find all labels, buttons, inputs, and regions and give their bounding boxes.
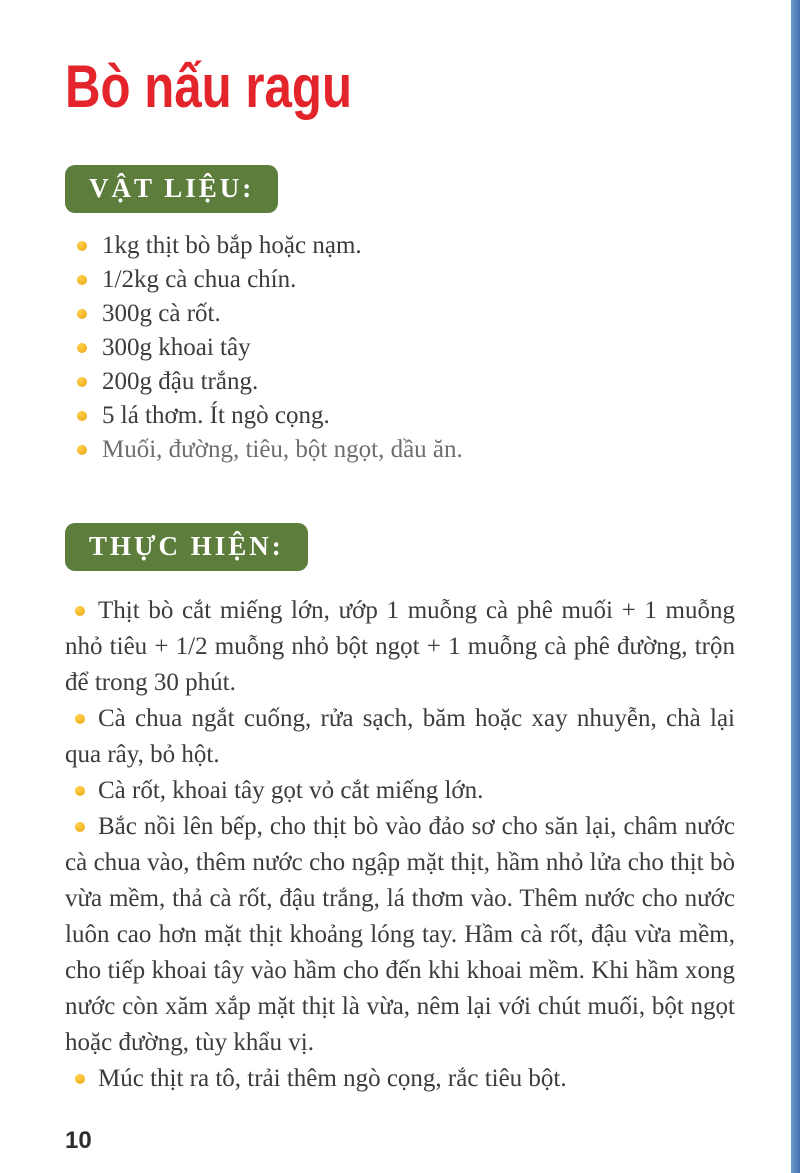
page-edge-strip bbox=[791, 0, 800, 1173]
instruction-text: Thịt bò cắt miếng lớn, ướp 1 muỗng cà phê muối + 1 muỗng nhỏ tiêu + 1/2 muỗng nhỏ bột ngọt + 1 muỗng cà phê đường, trộn để trong 30 phút. bbox=[65, 597, 735, 696]
bullet-icon bbox=[77, 377, 87, 387]
recipe-title: Bò nấu ragu bbox=[65, 53, 353, 120]
page-number: 10 bbox=[65, 1127, 92, 1154]
bullet-icon bbox=[77, 343, 87, 353]
bullet-icon bbox=[77, 411, 87, 421]
ingredient-item bbox=[77, 233, 735, 258]
ingredient-item bbox=[77, 335, 735, 360]
ingredient-item bbox=[77, 369, 735, 394]
ingredient-text: 1/2kg cà chua chín. bbox=[102, 266, 297, 293]
bullet-icon bbox=[77, 275, 87, 285]
bullet-icon bbox=[75, 786, 85, 796]
instruction-step bbox=[65, 593, 735, 701]
ingredients-heading-badge bbox=[65, 165, 278, 213]
bullet-icon bbox=[77, 241, 87, 251]
bullet-icon bbox=[75, 822, 85, 832]
ingredient-text: 200g đậu trắng. bbox=[102, 368, 259, 395]
instruction-step bbox=[65, 809, 735, 1061]
ingredient-text: 300g khoai tây bbox=[102, 334, 251, 361]
instruction-text: Cà chua ngắt cuống, rửa sạch, băm hoặc xay nhuyễn, chà lại qua rây, bỏ hột. bbox=[65, 705, 735, 768]
ingredient-item bbox=[77, 301, 735, 326]
ingredient-text: Muối, đường, tiêu, bột ngọt, dầu ăn. bbox=[102, 436, 463, 463]
ingredient-item bbox=[77, 437, 735, 462]
instructions-list bbox=[65, 593, 735, 1097]
ingredients-list bbox=[65, 233, 735, 462]
instruction-text: Cà rốt, khoai tây gọt vỏ cắt miếng lớn. bbox=[98, 777, 484, 804]
bullet-icon bbox=[75, 714, 85, 724]
instruction-text: Múc thịt ra tô, trải thêm ngò cọng, rắc tiêu bột. bbox=[98, 1065, 567, 1092]
ingredient-item bbox=[77, 267, 735, 292]
ingredients-heading-label: VẬT LIỆU: bbox=[89, 173, 255, 203]
ingredient-text: 1kg thịt bò bắp hoặc nạm. bbox=[102, 232, 362, 259]
instruction-step bbox=[65, 773, 735, 809]
instruction-step bbox=[65, 1061, 735, 1097]
instruction-step bbox=[65, 701, 735, 773]
page-content bbox=[65, 0, 735, 1097]
bullet-icon bbox=[77, 445, 87, 455]
bullet-icon bbox=[75, 1074, 85, 1084]
ingredient-item bbox=[77, 403, 735, 428]
instructions-heading-badge bbox=[65, 523, 308, 571]
ingredient-text: 5 lá thơm. Ít ngò cọng. bbox=[102, 402, 330, 429]
bullet-icon bbox=[77, 309, 87, 319]
instruction-text: Bắc nồi lên bếp, cho thịt bò vào đảo sơ cho săn lại, châm nước cà chua vào, thêm nước cho ngập mặt thịt, hầm nhỏ lửa cho thịt bò vừa mềm, thả cà rốt, đậu trắng, lá thơm vào. Thêm nước cho nước luôn cao hơn mặt thịt khoảng lóng tay. Hầm cà rốt, đậu vừa mềm, cho tiếp khoai tây vào hầm cho đến khi khoai mềm. Khi hầm xong nước còn xăm xắp mặt thịt là vừa, nêm lại với chút muối, bột ngọt hoặc đường, tùy khẩu vị. bbox=[65, 813, 735, 1056]
instructions-heading-label: THỰC HIỆN: bbox=[89, 531, 284, 561]
ingredient-text: 300g cà rốt. bbox=[102, 300, 221, 327]
bullet-icon bbox=[75, 606, 85, 616]
